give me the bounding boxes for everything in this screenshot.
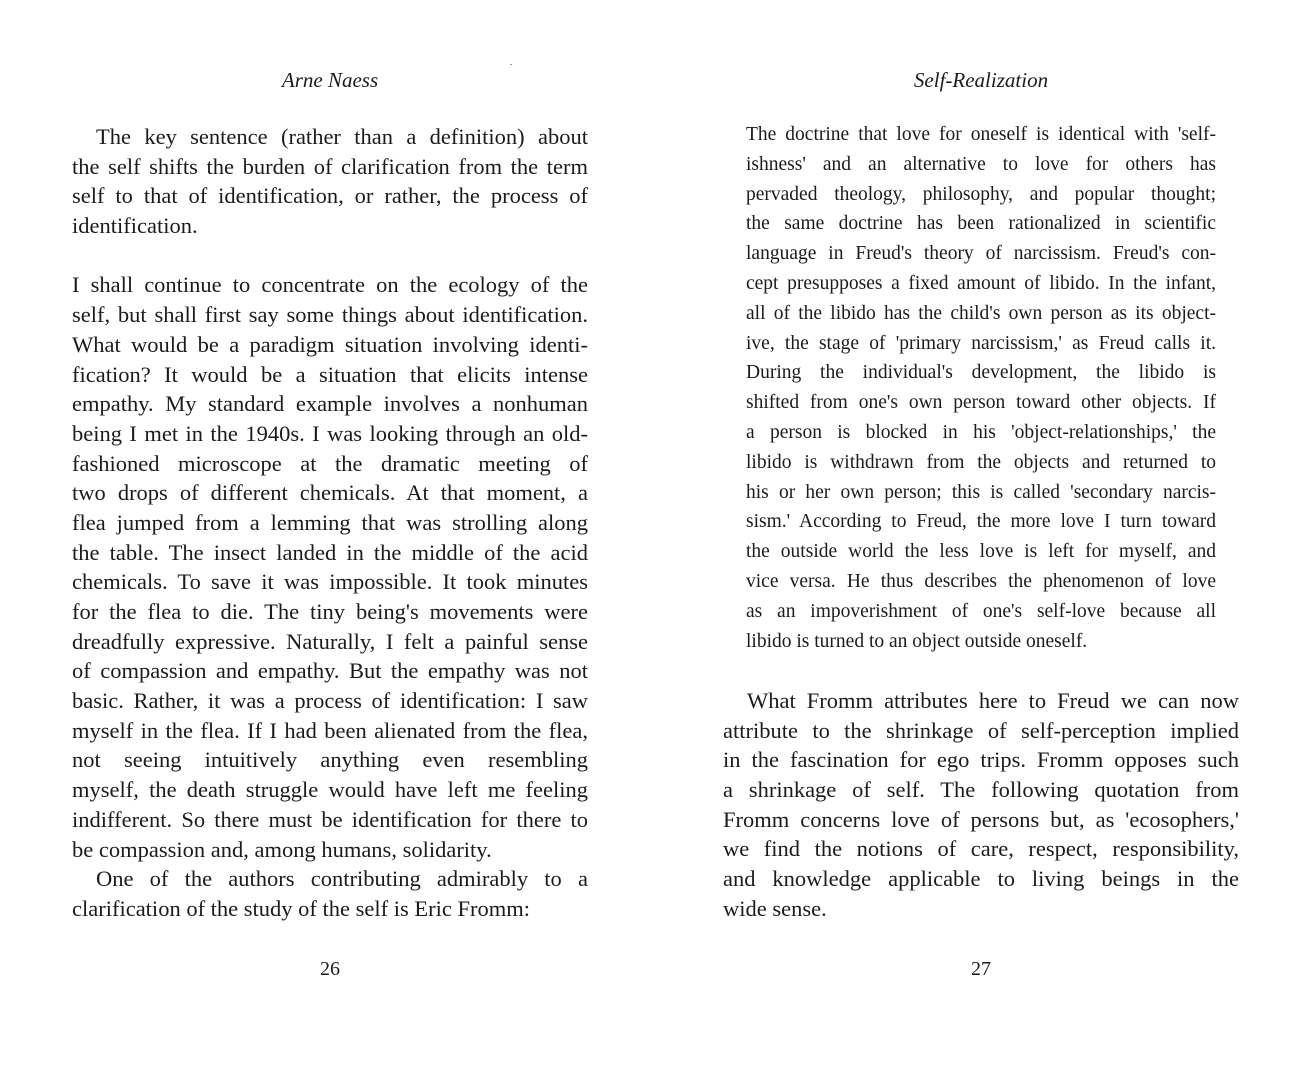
text-line: a shrinkage of self. The following quotation from <box>723 777 1239 803</box>
quote-line: ishness' and an alternative to love for others has <box>746 153 1216 175</box>
text-line: two drops of different chemicals. At that moment, a <box>72 480 588 506</box>
quote-line: his or her own person; this is called 'secondary narcis- <box>746 481 1216 503</box>
left-page-body <box>72 122 588 924</box>
quote-line: shifted from one's own person toward other objects. If <box>746 392 1216 414</box>
paragraph <box>72 270 588 864</box>
text-line: basic. Rather, it was a process of identification: I saw <box>72 688 588 714</box>
gutter-mark <box>510 64 512 65</box>
text-line: What Fromm attributes here to Freud we can now <box>747 688 1239 713</box>
running-head-author: Arne Naess <box>281 68 379 92</box>
text-line: fication? It would be a situation that elicits intense <box>72 361 588 387</box>
text-line: the self shifts the burden of clarification from the term <box>72 153 588 179</box>
quote-line: all of the libido has the child's own person as its object- <box>746 302 1216 324</box>
quote-line: the same doctrine has been rationalized in scientific <box>746 213 1216 235</box>
text-line: empathy. My standard example involves a nonhuman <box>72 391 588 417</box>
text-line: chemicals. To save it was impossible. It took minutes <box>72 569 588 595</box>
text-line: Fromm concerns love of persons but, as 'ecosophers,' <box>723 806 1239 832</box>
quote-line: ive, the stage of 'primary narcissism,' as Freud calls it. <box>746 332 1216 354</box>
page-number: 27 <box>971 958 991 980</box>
text-line: fashioned microscope at the dramatic meeting of <box>72 450 588 476</box>
right-page <box>653 0 1306 1080</box>
text-line: wide sense. <box>723 895 827 921</box>
text-line: myself, the death struggle would have left me feeling <box>72 777 588 803</box>
paragraph <box>72 122 588 241</box>
right-page-body <box>723 686 1239 924</box>
text-line: identification. <box>72 213 198 239</box>
text-line: clarification of the study of the self is Eric Fromm: <box>72 895 531 921</box>
quote-line: the outside world the less love is left for myself, and <box>746 541 1216 563</box>
quote-line: as an impoverishment of one's self-love because all <box>746 600 1216 622</box>
quote-line: libido is turned to an object outside oneself. <box>746 630 1088 652</box>
text-line: myself in the flea. If I had been alienated from the flea, <box>72 717 588 743</box>
text-line: self, but shall first say some things about identification. <box>72 302 588 328</box>
quote-line: libido is withdrawn from the objects and returned to <box>746 451 1216 473</box>
text-line: for the flea to die. The tiny being's movements were <box>72 599 588 624</box>
text-line: self to that of identification, or rather, the process of <box>72 183 588 209</box>
quote-line: pervaded theology, philosophy, and popular thought; <box>746 183 1216 205</box>
text-line: be compassion and, among humans, solidarity. <box>72 836 492 862</box>
quote-line: The doctrine that love for oneself is identical with 'self- <box>746 124 1216 145</box>
page-number: 26 <box>320 958 340 980</box>
text-line: indifferent. So there must be identification for there to <box>72 806 588 832</box>
paragraph <box>72 864 588 923</box>
running-head-chapter: Self-Realization <box>913 68 1049 92</box>
text-line: What would be a paradigm situation involving identi- <box>72 331 588 357</box>
text-line: and knowledge applicable to living beings in the <box>723 866 1239 892</box>
quote-line: cept presupposes a fixed amount of libido. In the infant, <box>746 272 1216 294</box>
text-line: the table. The insect landed in the middle of the acid <box>72 539 588 565</box>
quote-line: During the individual's development, the libido is <box>746 362 1216 384</box>
text-line: attribute to the shrinkage of self-perception implied <box>723 717 1239 743</box>
text-line: not seeing intuitively anything even resembling <box>72 747 588 773</box>
block-quote <box>746 120 1216 656</box>
quote-line: sism.' According to Freud, the more love I turn toward <box>746 511 1216 533</box>
text-line: of compassion and empathy. But the empathy was not <box>72 658 588 684</box>
text-line: I shall continue to concentrate on the ecology of the <box>72 272 588 298</box>
text-line: being I met in the 1940s. I was looking through an old- <box>72 420 588 446</box>
text-line: in the fascination for ego trips. Fromm opposes such <box>723 747 1239 773</box>
quote-line: language in Freud's theory of narcissism. Freud's con- <box>746 243 1216 265</box>
quote-line: vice versa. He thus describes the phenomenon of love <box>746 570 1216 592</box>
text-line: flea jumped from a lemming that was strolling along <box>72 509 588 535</box>
quote-line: a person is blocked in his 'object-relationships,' the <box>746 421 1216 443</box>
text-line: The key sentence (rather than a definition) about <box>96 124 588 149</box>
text-line: we find the notions of care, respect, responsibility, <box>723 836 1239 862</box>
text-line: dreadfully expressive. Naturally, I felt a painful sense <box>72 628 588 654</box>
text-line: One of the authors contributing admirably to a <box>96 866 588 892</box>
